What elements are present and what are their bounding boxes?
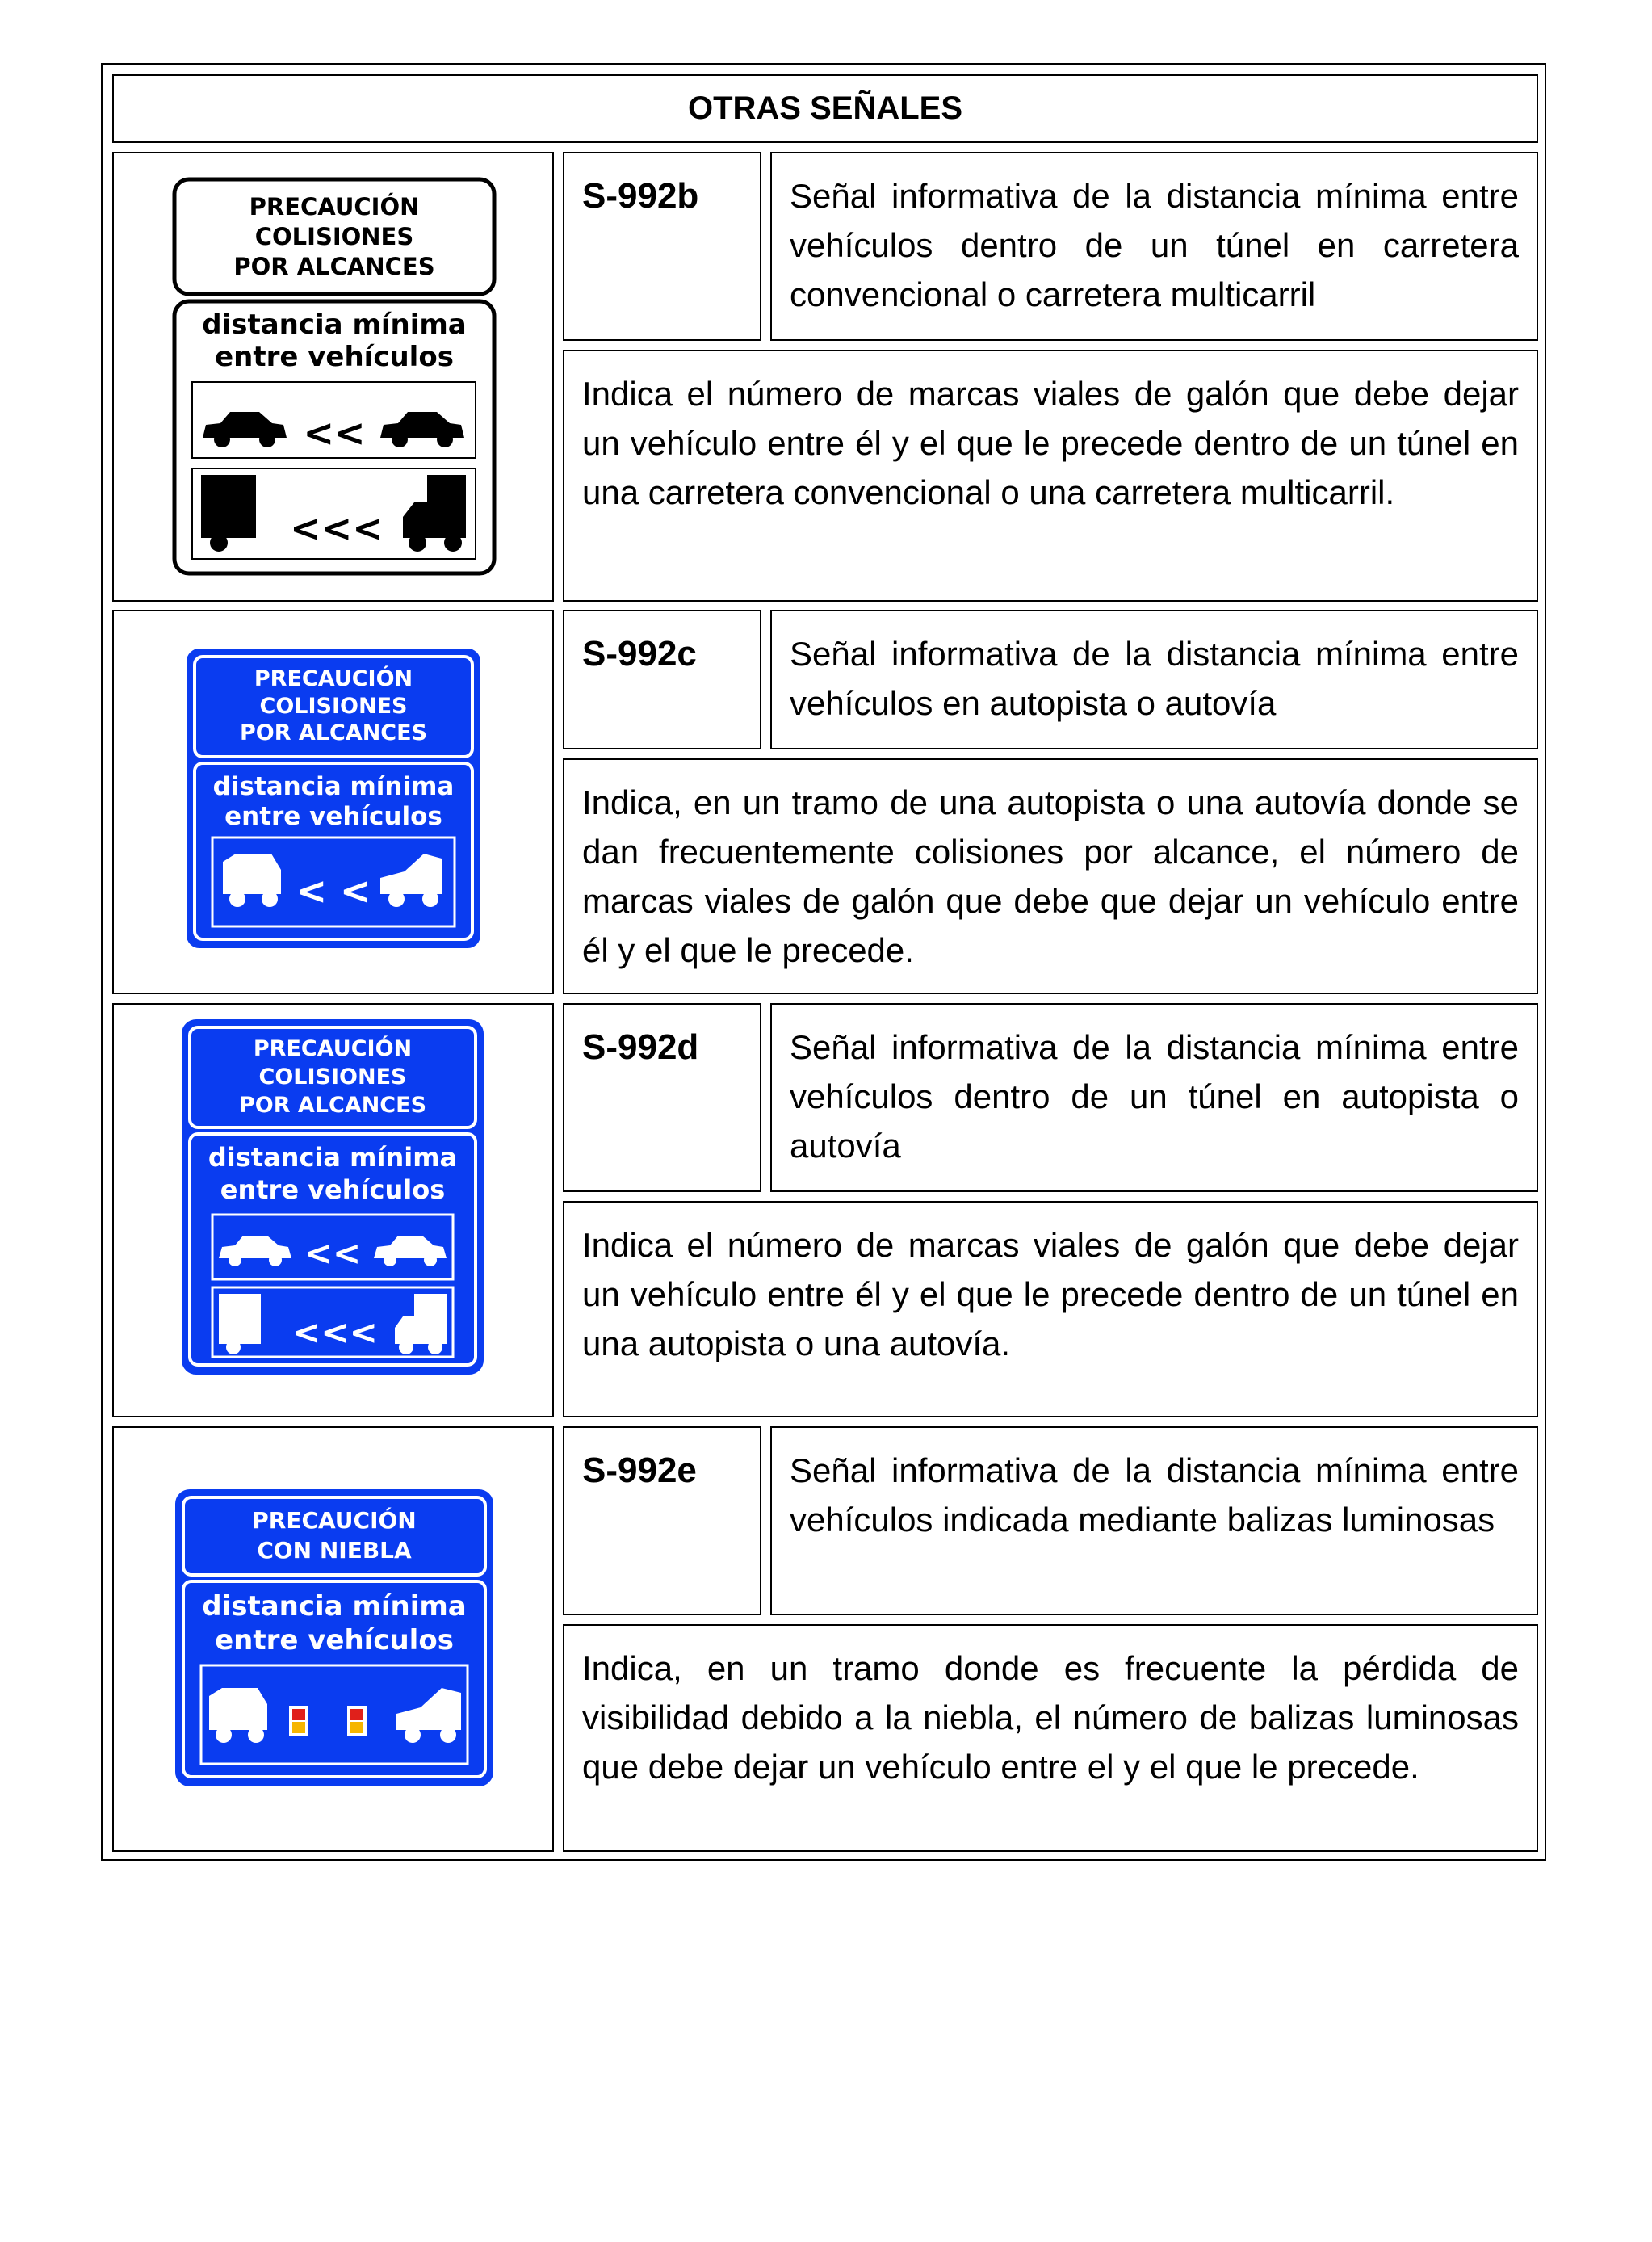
sign-long-description: Indica, en un tramo de una autopista o una autovía donde se dan frecuentemente colisiones por alcance, el número de marcas viales de galón que debe que dejar un vehículo entre él y el que le precede. [563, 758, 1538, 994]
sign-top-line: PRECAUCIÓN [252, 1507, 417, 1534]
table-frame [101, 63, 1546, 1861]
sign-code: S-992e [563, 1426, 761, 1615]
sign-top-line: COLISIONES [259, 694, 408, 719]
sign-code: S-992b [563, 152, 761, 341]
sign-bottom-line: entre vehículos [224, 802, 442, 831]
sign-s992b [114, 153, 552, 600]
sign-s992c [114, 611, 552, 993]
sign-code: S-992d [563, 1003, 761, 1192]
chevrons: <<< [290, 506, 384, 550]
chevrons: << [304, 1233, 362, 1273]
sign-bottom-line: distancia mínima [202, 1590, 467, 1623]
sign-long-description: Indica el número de marcas viales de galón que debe dejar un vehículo entre él y el que le precede dentro de un túnel en una carretera convencional o una carretera multicarril. [563, 350, 1538, 602]
sign-cell [112, 152, 554, 602]
sign-bottom-line: distancia mínima [202, 309, 467, 341]
chevrons: << [303, 411, 366, 455]
sign-bottom-line: entre vehículos [220, 1174, 446, 1205]
sign-cell [112, 610, 554, 994]
sign-top-line: POR ALCANCES [239, 720, 428, 745]
chevrons: <<< [292, 1312, 378, 1352]
sign-long-description: Indica el número de marcas viales de galón que debe dejar un vehículo entre él y el que le precede dentro de un túnel en una autopista o una autovía. [563, 1201, 1538, 1417]
sign-top-line: CON NIEBLA [257, 1537, 412, 1564]
beacon-icon [347, 1706, 367, 1736]
sign-bottom-line: entre vehículos [215, 1624, 454, 1656]
sign-top-line: PRECAUCIÓN [249, 193, 420, 220]
sign-top-line: POR ALCANCES [233, 253, 435, 280]
sign-s992d [114, 1005, 552, 1416]
sign-top-line: PRECAUCIÓN [253, 1036, 413, 1061]
sign-code: S-992c [563, 610, 761, 749]
table-title: OTRAS SEÑALES [112, 74, 1538, 143]
sign-cell [112, 1426, 554, 1852]
sign-top-line: COLISIONES [254, 223, 414, 250]
sign-short-description: Señal informativa de la distancia mínima entre vehículos dentro de un túnel en autopista o autovía [770, 1003, 1538, 1192]
sign-top-line: COLISIONES [258, 1064, 407, 1090]
beacon-icon [289, 1706, 308, 1736]
sign-top-line: POR ALCANCES [238, 1093, 427, 1118]
sign-s992e [114, 1428, 552, 1850]
sign-cell [112, 1003, 554, 1417]
sign-long-description: Indica, en un tramo donde es frecuente la pérdida de visibilidad debido a la niebla, el número de balizas luminosas que debe dejar un vehículo entre el y el que le precede. [563, 1624, 1538, 1852]
sign-short-description: Señal informativa de la distancia mínima entre vehículos dentro de un túnel en carretera convencional o carretera multicarril [770, 152, 1538, 341]
sign-bottom-line: distancia mínima [208, 1142, 458, 1173]
sign-bottom-line: entre vehículos [215, 341, 454, 373]
sign-top-line: PRECAUCIÓN [254, 666, 413, 691]
sign-bottom-line: distancia mínima [212, 772, 455, 801]
sign-short-description: Señal informativa de la distancia mínima entre vehículos en autopista o autovía [770, 610, 1538, 749]
sign-short-description: Señal informativa de la distancia mínima entre vehículos indicada mediante balizas luminosas [770, 1426, 1538, 1615]
chevrons: < < [296, 869, 371, 913]
